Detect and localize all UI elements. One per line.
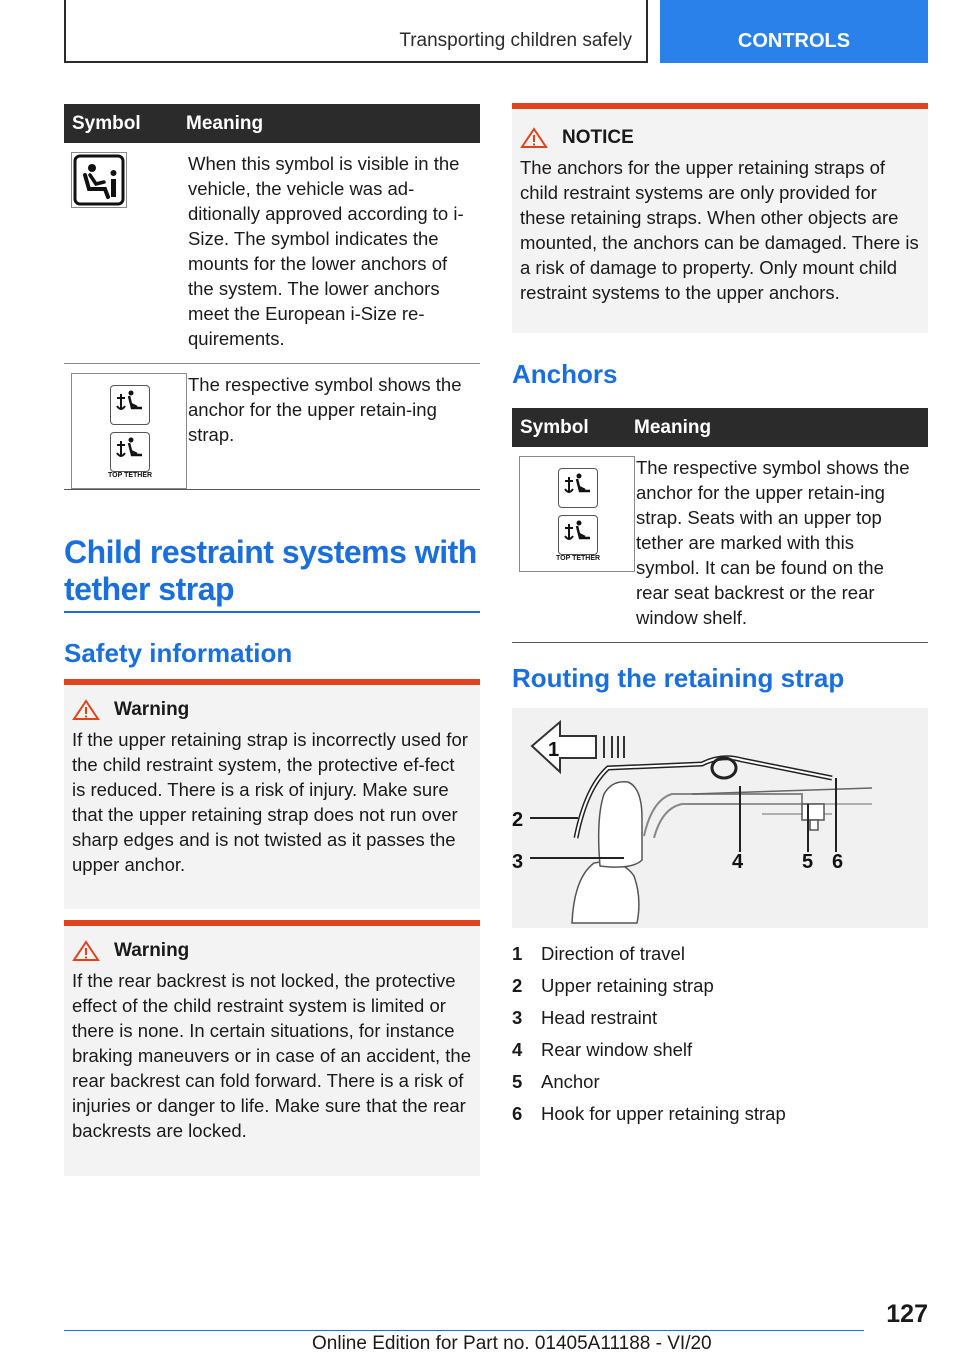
table-row <box>512 447 928 643</box>
figure-label: 4 <box>732 851 744 873</box>
warning-title: Warning <box>114 940 190 961</box>
list-item <box>512 970 786 1002</box>
legend-text: Head restraint <box>541 1007 658 1028</box>
direction-arrow-icon <box>532 722 596 772</box>
col-meaning: Meaning <box>186 112 264 134</box>
meaning-text: When this symbol is visible in the vehicle, the vehicle was ad‐ditionally approved according to i-Size. The symbol indicates the mounts for the lower anchors of the system. The lower anchors meet the European i-Size re‐quirements. <box>188 153 464 349</box>
legend-text: Direction of travel <box>541 943 685 964</box>
tether-seat-icon <box>110 385 150 425</box>
legend-num: 4 <box>512 1039 523 1060</box>
notice-bar <box>512 103 928 109</box>
figure-label: 6 <box>832 851 844 873</box>
section-heading: Child restraint systems with tether strap <box>64 534 477 607</box>
figure-label: 5 <box>802 851 814 873</box>
list-item <box>512 1066 786 1098</box>
warning-title: Warning <box>114 699 190 720</box>
list-item <box>512 1034 786 1066</box>
safety-info-heading: Safety information <box>64 638 293 668</box>
routing-illustration <box>512 708 928 928</box>
section-title: Transporting children safely <box>399 30 632 51</box>
isize-child-seat-icon <box>71 152 127 208</box>
routing-heading: Routing the retaining strap <box>512 663 845 693</box>
symbol-table-1 <box>64 104 480 490</box>
list-item <box>512 1002 786 1034</box>
anchor <box>802 804 824 820</box>
legend-num: 6 <box>512 1103 523 1124</box>
head-restraint <box>599 782 642 867</box>
col-meaning: Meaning <box>634 416 712 438</box>
top-tether-label: TOP TETHER <box>108 472 153 479</box>
tether-seat-icon <box>558 468 598 508</box>
top-tether-anchor-icon <box>519 456 635 572</box>
tether-seat-icon <box>558 515 598 555</box>
table-row <box>64 364 480 490</box>
warning-box <box>64 920 480 1176</box>
controls-tab[interactable]: CONTROLS <box>660 0 928 63</box>
top-tether-anchor-icon <box>71 373 187 489</box>
list-item <box>512 938 786 970</box>
page-number: 127 <box>886 1300 928 1328</box>
warning-triangle-icon <box>72 699 100 721</box>
edition-footer: Online Edition for Part no. 01405A11188 - VI/20 <box>312 1333 712 1354</box>
notice-title: NOTICE <box>562 127 634 148</box>
col-symbol: Symbol <box>72 112 141 134</box>
heading-rule <box>64 611 480 613</box>
table-header <box>64 104 480 143</box>
figure-legend <box>512 938 786 1130</box>
hook <box>712 758 736 778</box>
figure-label: 1 <box>548 739 560 761</box>
warning-triangle-icon <box>520 127 548 149</box>
header-section-box <box>64 0 648 63</box>
col-symbol: Symbol <box>520 416 589 438</box>
legend-text: Upper retaining strap <box>541 975 714 996</box>
arrow-tail-marks <box>604 736 624 758</box>
notice-text: The anchors for the upper retaining straps of child restraint systems are only provided for these retaining straps. When other objects are mounted, the anchors can be damaged. There is a risk of damage to property. Only mount child restraint systems to the upper anchors. <box>520 157 919 303</box>
list-item <box>512 1098 786 1130</box>
warning-text: If the upper retaining strap is incorrectly used for the child restraint system, the protective ef‐fect is reduced. There is a risk of injury. Make sure that the upper retaining strap does not run over sharp edges and is not twisted as it passes the upper anchor. <box>72 729 468 875</box>
anchors-heading: Anchors <box>512 359 618 389</box>
figure-label: 2 <box>512 809 524 831</box>
legend-text: Hook for upper retaining strap <box>541 1103 786 1124</box>
legend-num: 3 <box>512 1007 523 1028</box>
legend-text: Rear window shelf <box>541 1039 693 1060</box>
tether-seat-icon <box>110 432 150 472</box>
warning-box <box>64 679 480 909</box>
legend-num: 1 <box>512 943 523 964</box>
legend-num: 2 <box>512 975 523 996</box>
anchors-table <box>512 408 928 643</box>
meaning-text: The respective symbol shows the anchor for the upper retain‐ing strap. <box>188 374 462 445</box>
figure-label: 3 <box>512 851 524 873</box>
routing-figure <box>512 708 928 928</box>
table-row <box>64 143 480 364</box>
warning-bar <box>64 679 480 685</box>
seat-back <box>572 862 639 923</box>
top-tether-label: TOP TETHER <box>556 555 601 562</box>
rear-window-shelf <box>644 794 802 838</box>
table-header <box>512 408 928 447</box>
legend-num: 5 <box>512 1071 523 1092</box>
legend-text: Anchor <box>541 1071 600 1092</box>
notice-box <box>512 103 928 333</box>
warning-triangle-icon <box>72 940 100 962</box>
warning-bar <box>64 920 480 926</box>
footer-rule <box>64 1330 864 1331</box>
meaning-text: The respective symbol shows the anchor for the upper retain‐ing strap. Seats with an upper top tether are marked with this symbol. It can be found on the rear seat backrest or the rear window shelf. <box>636 457 910 628</box>
warning-text: If the rear backrest is not locked, the protective effect of the child restraint system is limited or there is none. In certain situations, for instance braking maneuvers or in case of an accident, the rear backrest can fold forward. There is a risk of injuries or danger to life. Make sure that the rear backrests are locked. <box>72 970 472 1141</box>
